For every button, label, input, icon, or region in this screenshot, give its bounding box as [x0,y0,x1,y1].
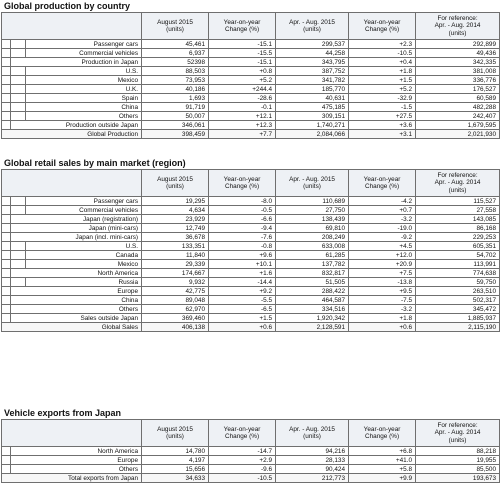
header-blank-cell [2,420,142,447]
table-row: Passenger cars 45,461 -15.1 299,537 +2.3 292,899 [2,40,500,49]
header-month-yoy: Year-on-year Change (%) [209,420,276,447]
row-label: Production in Japan [11,58,142,67]
table-row: China 89,048 -5.5 464,587 -7.5 502,317 [2,296,500,305]
row-label: Passenger cars [26,197,142,206]
table-row: Japan (mini-cars) 12,749 -9.4 69,810 -19.0 86,168 [2,224,500,233]
row-label: China [11,296,142,305]
production-section-title: Global production by country [4,1,130,11]
retail-section-title: Global retail sales by main market (region) [4,158,186,168]
row-label: Global Sales [2,323,142,332]
table-row: Production in Japan 52398 -15.1 343,795 +0.4 342,335 [2,58,500,67]
header-blank-cell [2,13,142,40]
row-label: Production outside Japan [11,121,142,130]
table-row: Total exports from Japan 34,633 -10.5 212,773 +9.9 193,673 [2,474,500,483]
table-row: Europe 4,197 +2.9 28,133 +41.0 19,955 [2,456,500,465]
header-ytd-yoy: Year-on-year Change (%) [349,13,416,40]
exports-table [1,419,500,483]
table-row: Global Sales 406,138 +0.6 2,128,591 +0.6 2,115,190 [2,323,500,332]
row-label: Japan (mini-cars) [11,224,142,233]
row-label: China [26,103,142,112]
header-ytd-yoy: Year-on-year Change (%) [349,420,416,447]
table-row: Europe 42,775 +9.2 288,422 +9.5 263,510 [2,287,500,296]
header-month-yoy: Year-on-year Change (%) [209,170,276,197]
header-ytd-units: Apr. - Aug. 2015 (units) [276,420,349,447]
table-row: North America 14,780 -14.7 94,216 +6.8 88,218 [2,447,500,456]
row-label: Commercial vehicles [26,206,142,215]
row-label: North America [11,447,142,456]
retail-header-row [2,170,500,197]
table-row: Sales outside Japan 369,460 +1.5 1,920,342 +1.8 1,885,937 [2,314,500,323]
row-label: Sales outside Japan [11,314,142,323]
row-label: Canada [26,251,142,260]
table-row: U.S. 133,351 -0.8 633,008 +4.5 605,351 [2,242,500,251]
table-row: Canada 11,840 +9.6 61,285 +12.0 54,702 [2,251,500,260]
exports-header-row [2,420,500,447]
row-label: Spain [26,94,142,103]
row-label: Passenger cars [26,40,142,49]
row-label: North America [11,269,142,278]
table-row: North America 174,667 +1.6 832,817 +7.5 774,638 [2,269,500,278]
header-reference: For reference: Apr. - Aug. 2014 (units) [416,420,500,447]
production-header-row [2,13,500,40]
row-label: Japan (registration) [11,215,142,224]
table-row: Spain 1,693 -28.6 40,631 -32.9 60,589 [2,94,500,103]
header-ytd-units: Apr. - Aug. 2015 (units) [276,13,349,40]
table-row: China 91,719 -0.1 475,185 -1.5 482,288 [2,103,500,112]
table-row: Japan (registration) 23,929 -6.6 138,439 -3.2 143,085 [2,215,500,224]
row-label: U.S. [26,67,142,76]
table-row: Mexico 73,953 +5.2 341,782 +1.5 336,776 [2,76,500,85]
row-label: Mexico [26,260,142,269]
row-label: Total exports from Japan [2,474,142,483]
row-label: Others [11,465,142,474]
table-row: Russia 9,932 -14.4 51,505 -13.8 59,750 [2,278,500,287]
table-row: Production outside Japan 346,061 +12.3 1,740,271 +3.6 1,679,595 [2,121,500,130]
header-month-units: August 2015 (units) [142,420,209,447]
header-reference: For reference: Apr. - Aug. 2014 (units) [416,13,500,40]
exports-section-title: Vehicle exports from Japan [4,408,122,418]
row-label: Others [11,305,142,314]
row-label: Russia [26,278,142,287]
row-label: U.S. [26,242,142,251]
table-row: Global Production 398,459 +7.7 2,084,066 +3.1 2,021,930 [2,130,500,139]
table-row: Commercial vehicles 4,634 -0.5 27,750 +0.7 27,558 [2,206,500,215]
row-label: U.K. [26,85,142,94]
row-label: Europe [11,287,142,296]
table-row: U.K. 40,186 +244.4 185,770 +5.2 176,527 [2,85,500,94]
header-ytd-units: Apr. - Aug. 2015 (units) [276,170,349,197]
table-row: Others 50,007 +12.1 309,151 +27.5 242,407 [2,112,500,121]
row-label: Global Production [2,130,142,139]
row-label: Japan (incl. mini-cars) [11,233,142,242]
table-row: Mexico 29,339 +10.1 137,782 +20.9 113,991 [2,260,500,269]
table-row: Others 62,970 -6.5 334,516 -3.2 345,472 [2,305,500,314]
header-month-units: August 2015 (units) [142,170,209,197]
header-month-yoy: Year-on-year Change (%) [209,13,276,40]
header-month-units: August 2015 (units) [142,13,209,40]
table-row: Others 15,656 -9.6 90,424 +5.8 85,500 [2,465,500,474]
table-row: U.S. 88,503 +0.8 387,752 +1.8 381,008 [2,67,500,76]
header-reference: For reference: Apr. - Aug. 2014 (units) [416,170,500,197]
header-blank-cell [2,170,142,197]
row-label: Mexico [26,76,142,85]
table-row: Passenger cars 19,295 -8.0 110,689 -4.2 115,527 [2,197,500,206]
row-label: Europe [11,456,142,465]
production-table [1,12,500,139]
row-label: Commercial vehicles [26,49,142,58]
header-ytd-yoy: Year-on-year Change (%) [349,170,416,197]
retail-table [1,169,500,332]
row-label: Others [26,112,142,121]
table-row: Commercial vehicles 6,937 -15.5 44,258 -10.5 49,436 [2,49,500,58]
table-row: Japan (incl. mini-cars) 36,678 -7.6 208,249 -9.2 229,253 [2,233,500,242]
